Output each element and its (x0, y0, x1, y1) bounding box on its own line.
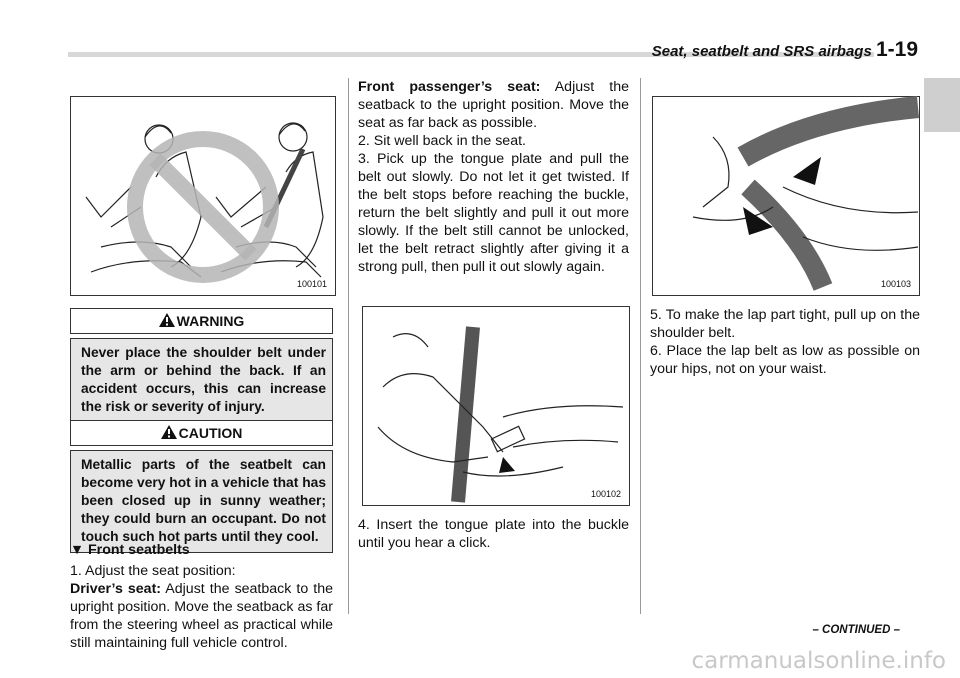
arrow-up-icon (793, 157, 821, 185)
section-title: Front seatbelts (88, 542, 190, 558)
figure-id: 100103 (880, 279, 911, 289)
figure-incorrect-belt-position (70, 96, 336, 296)
column-divider (640, 78, 641, 614)
steps-column-1 (70, 562, 334, 651)
warning-label: WARNING (176, 313, 245, 329)
seated-occupants-illustration (71, 97, 335, 295)
passenger-seat-instruction (358, 78, 629, 132)
step-2: 2. Sit well back in the seat. (358, 133, 526, 149)
section-heading (70, 542, 190, 558)
watermark-logo: carmanualsonline.info (691, 648, 946, 674)
page-number: 1-19 (875, 38, 918, 61)
section-marker: ▼ (70, 542, 85, 558)
header-title: Seat, seatbelt and SRS airbags (651, 43, 872, 60)
figure-insert-tongue-plate (362, 306, 630, 506)
figure-tighten-lap-belt (652, 96, 920, 296)
caution-text: Metallic parts of the seatbelt can become very hot in a vehicle that has been closed up in sunny weather; they could burn an occupant. Do not touch such hot parts until they cool. (70, 450, 333, 553)
step-4: 4. Insert the tongue plate into the buckle until you hear a click. (358, 517, 629, 551)
steps-column-2 (358, 78, 629, 294)
figure-id: 100101 (296, 279, 327, 289)
warning-text: Never place the shoulder belt under the arm or behind the back. If an accident occurs, this can increase the risk or severity of injury. (70, 338, 333, 423)
caution-header (70, 420, 333, 446)
chapter-tab (924, 78, 960, 132)
figure-id: 100102 (590, 489, 621, 499)
step-1: 1. Adjust the seat position: (70, 563, 236, 579)
lap-belt-illustration (653, 97, 919, 295)
arrow-icon (499, 457, 515, 473)
steps-column-3 (650, 306, 920, 378)
caution-box (70, 420, 333, 553)
caution-label: CAUTION (178, 425, 243, 441)
warning-triangle-icon (159, 313, 175, 327)
driver-seat-label: Driver’s seat: (70, 581, 162, 597)
step-4-block (358, 516, 629, 552)
passenger-seat-text: Adjust the seatback to the upright position. Move the seat as far back as possible. (358, 79, 629, 131)
warning-triangle-icon (161, 425, 177, 439)
passenger-seat-label: Front passenger’s seat: (358, 79, 541, 95)
page-header (652, 38, 918, 62)
driver-seat-instruction (70, 580, 334, 651)
warning-box (70, 308, 333, 423)
continued-marker: – CONTINUED – (812, 624, 900, 636)
buckle-insertion-illustration (363, 307, 629, 505)
step-6: 6. Place the lap belt as low as possible on your hips, not on your waist. (650, 343, 920, 377)
column-divider (348, 78, 349, 614)
warning-header (70, 308, 333, 334)
step-5: 5. To make the lap part tight, pull up on the shoulder belt. (650, 307, 920, 341)
step-3: 3. Pick up the tongue plate and pull the belt out slowly. Do not let it get twisted. If the belt stops before reaching the buckle, return the belt slightly and pull it out more slowly. If the belt still cannot be unlocked, let the belt retract slightly after giving it a strong pull, then pull it out slowly again. (358, 151, 629, 275)
driver-seat-text: Adjust the seatback to the upright position. Move the seatback as far from the steering wheel as practical while still maintaining full vehicle control. (70, 581, 334, 651)
